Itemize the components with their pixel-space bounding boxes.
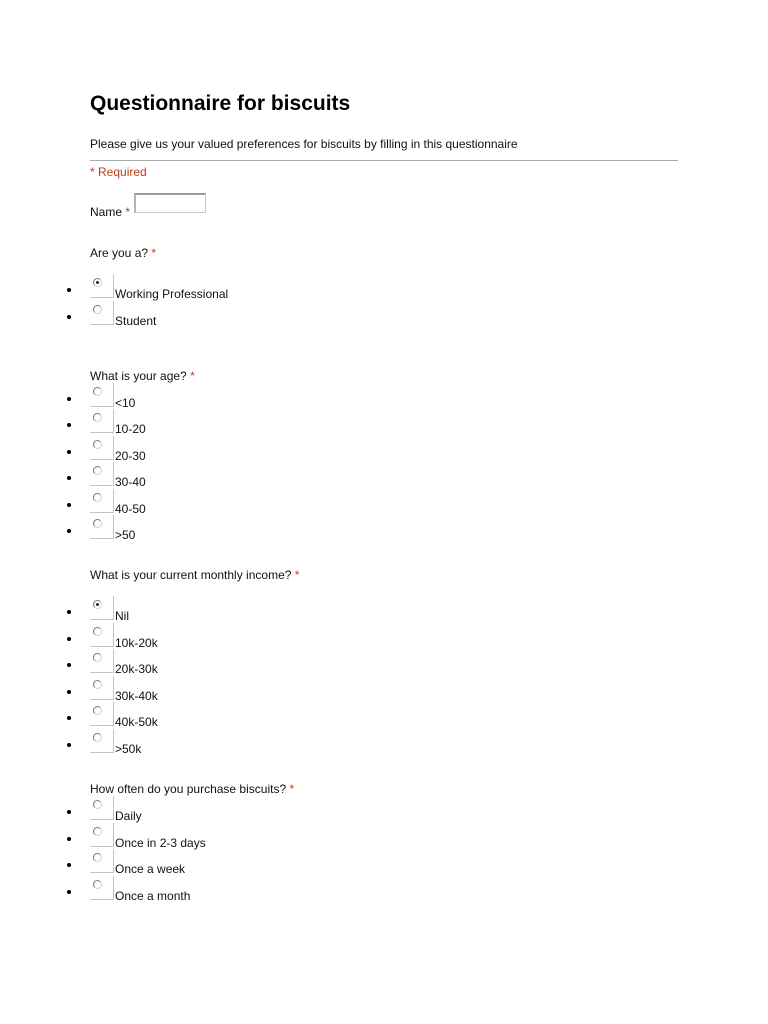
radio-button[interactable] (93, 387, 102, 396)
radio-button[interactable] (93, 600, 102, 609)
required-marker: * (294, 568, 300, 582)
option-how-often-do-you-purchase-biscuits-2 (0, 823, 400, 849)
required-marker: * (125, 205, 131, 219)
list-bullet (67, 810, 71, 814)
radio-cell (90, 383, 114, 407)
list-bullet (67, 315, 71, 319)
question-3-label (90, 568, 299, 582)
radio-button[interactable] (93, 493, 102, 502)
radio-cell (90, 823, 114, 847)
list-bullet (67, 890, 71, 894)
list-bullet (67, 476, 71, 480)
required-marker: * (289, 782, 295, 796)
radio-cell (90, 515, 114, 539)
list-bullet (67, 637, 71, 641)
radio-cell (90, 649, 114, 673)
radio-button[interactable] (93, 680, 102, 689)
radio-button[interactable] (93, 466, 102, 475)
option-what-is-your-age-4 (0, 462, 400, 488)
name-label-text: Name (90, 205, 123, 219)
radio-cell (90, 301, 114, 325)
radio-cell (90, 409, 114, 433)
list-bullet (67, 450, 71, 454)
option-what-is-your-current-monthly-income-2 (0, 623, 400, 649)
list-bullet (67, 837, 71, 841)
radio-button[interactable] (93, 827, 102, 836)
radio-cell (90, 274, 114, 298)
option-what-is-your-age-2 (0, 409, 400, 435)
option-how-often-do-you-purchase-biscuits-1 (0, 796, 400, 822)
list-bullet (67, 423, 71, 427)
required-note: * Required (90, 165, 147, 179)
question-text: How often do you purchase biscuits? (90, 782, 290, 796)
option-label[interactable]: Working Professional (115, 287, 229, 301)
radio-button[interactable] (93, 653, 102, 662)
option-label[interactable]: Once a month (115, 889, 191, 903)
option-label[interactable]: 10k-20k (115, 636, 158, 650)
question-text: What is your age? (90, 369, 191, 383)
header-divider (90, 160, 678, 161)
option-label[interactable]: 30k-40k (115, 689, 158, 703)
radio-cell (90, 876, 114, 900)
radio-cell (90, 676, 114, 700)
question-4-label (90, 782, 294, 796)
option-what-is-your-current-monthly-income-3 (0, 649, 400, 675)
form-description: Please give us your valued preferences for biscuits by filling in this questionnaire (90, 137, 518, 151)
option-label[interactable]: >50 (115, 528, 136, 542)
option-how-often-do-you-purchase-biscuits-4 (0, 876, 400, 902)
radio-button[interactable] (93, 880, 102, 889)
option-label[interactable]: 10-20 (115, 422, 146, 436)
radio-button[interactable] (93, 305, 102, 314)
list-bullet (67, 716, 71, 720)
radio-button[interactable] (93, 853, 102, 862)
option-label[interactable]: <10 (115, 396, 136, 410)
option-label[interactable]: 40k-50k (115, 715, 158, 729)
option-label[interactable]: 20k-30k (115, 662, 158, 676)
radio-cell (90, 596, 114, 620)
option-label[interactable]: Daily (115, 809, 142, 823)
list-bullet (67, 743, 71, 747)
radio-button[interactable] (93, 706, 102, 715)
option-label[interactable]: Student (115, 314, 157, 328)
list-bullet (67, 397, 71, 401)
question-text: Are you a? (90, 246, 152, 260)
radio-button[interactable] (93, 278, 102, 287)
radio-cell (90, 436, 114, 460)
list-bullet (67, 663, 71, 667)
radio-button[interactable] (93, 800, 102, 809)
option-what-is-your-age-5 (0, 489, 400, 515)
option-label[interactable]: Once a week (115, 862, 186, 876)
list-bullet (67, 863, 71, 867)
option-what-is-your-current-monthly-income-1 (0, 596, 400, 622)
option-what-is-your-current-monthly-income-5 (0, 702, 400, 728)
name-input[interactable] (134, 193, 206, 213)
radio-cell (90, 796, 114, 820)
option-what-is-your-age-3 (0, 436, 400, 462)
radio-cell (90, 462, 114, 486)
required-marker: * (151, 246, 157, 260)
option-label[interactable]: Once in 2-3 days (115, 836, 206, 850)
question-2-label (90, 369, 195, 383)
list-bullet (67, 610, 71, 614)
radio-button[interactable] (93, 413, 102, 422)
option-label[interactable]: 40-50 (115, 502, 146, 516)
option-are-you-a-2 (0, 301, 400, 327)
question-1-label (90, 246, 156, 260)
option-what-is-your-age-6 (0, 515, 400, 541)
radio-button[interactable] (93, 627, 102, 636)
option-label[interactable]: 30-40 (115, 475, 146, 489)
option-are-you-a-1 (0, 274, 400, 300)
list-bullet (67, 529, 71, 533)
list-bullet (67, 503, 71, 507)
option-what-is-your-current-monthly-income-4 (0, 676, 400, 702)
option-label[interactable]: >50k (115, 742, 142, 756)
list-bullet (67, 690, 71, 694)
radio-cell (90, 489, 114, 513)
option-label[interactable]: 20-30 (115, 449, 146, 463)
radio-cell (90, 623, 114, 647)
radio-button[interactable] (93, 440, 102, 449)
radio-cell (90, 702, 114, 726)
radio-button[interactable] (93, 733, 102, 742)
option-what-is-your-age-1 (0, 383, 400, 409)
form-title: Questionnaire for biscuits (90, 92, 351, 115)
required-marker: * (190, 369, 195, 383)
name-field-label (90, 205, 130, 219)
option-how-often-do-you-purchase-biscuits-3 (0, 849, 400, 875)
radio-cell (90, 729, 114, 753)
radio-cell (90, 849, 114, 873)
list-bullet (67, 288, 71, 292)
question-text: What is your current monthly income? (90, 568, 295, 582)
option-label[interactable]: Nil (115, 609, 129, 623)
option-what-is-your-current-monthly-income-6 (0, 729, 400, 755)
radio-button[interactable] (93, 519, 102, 528)
